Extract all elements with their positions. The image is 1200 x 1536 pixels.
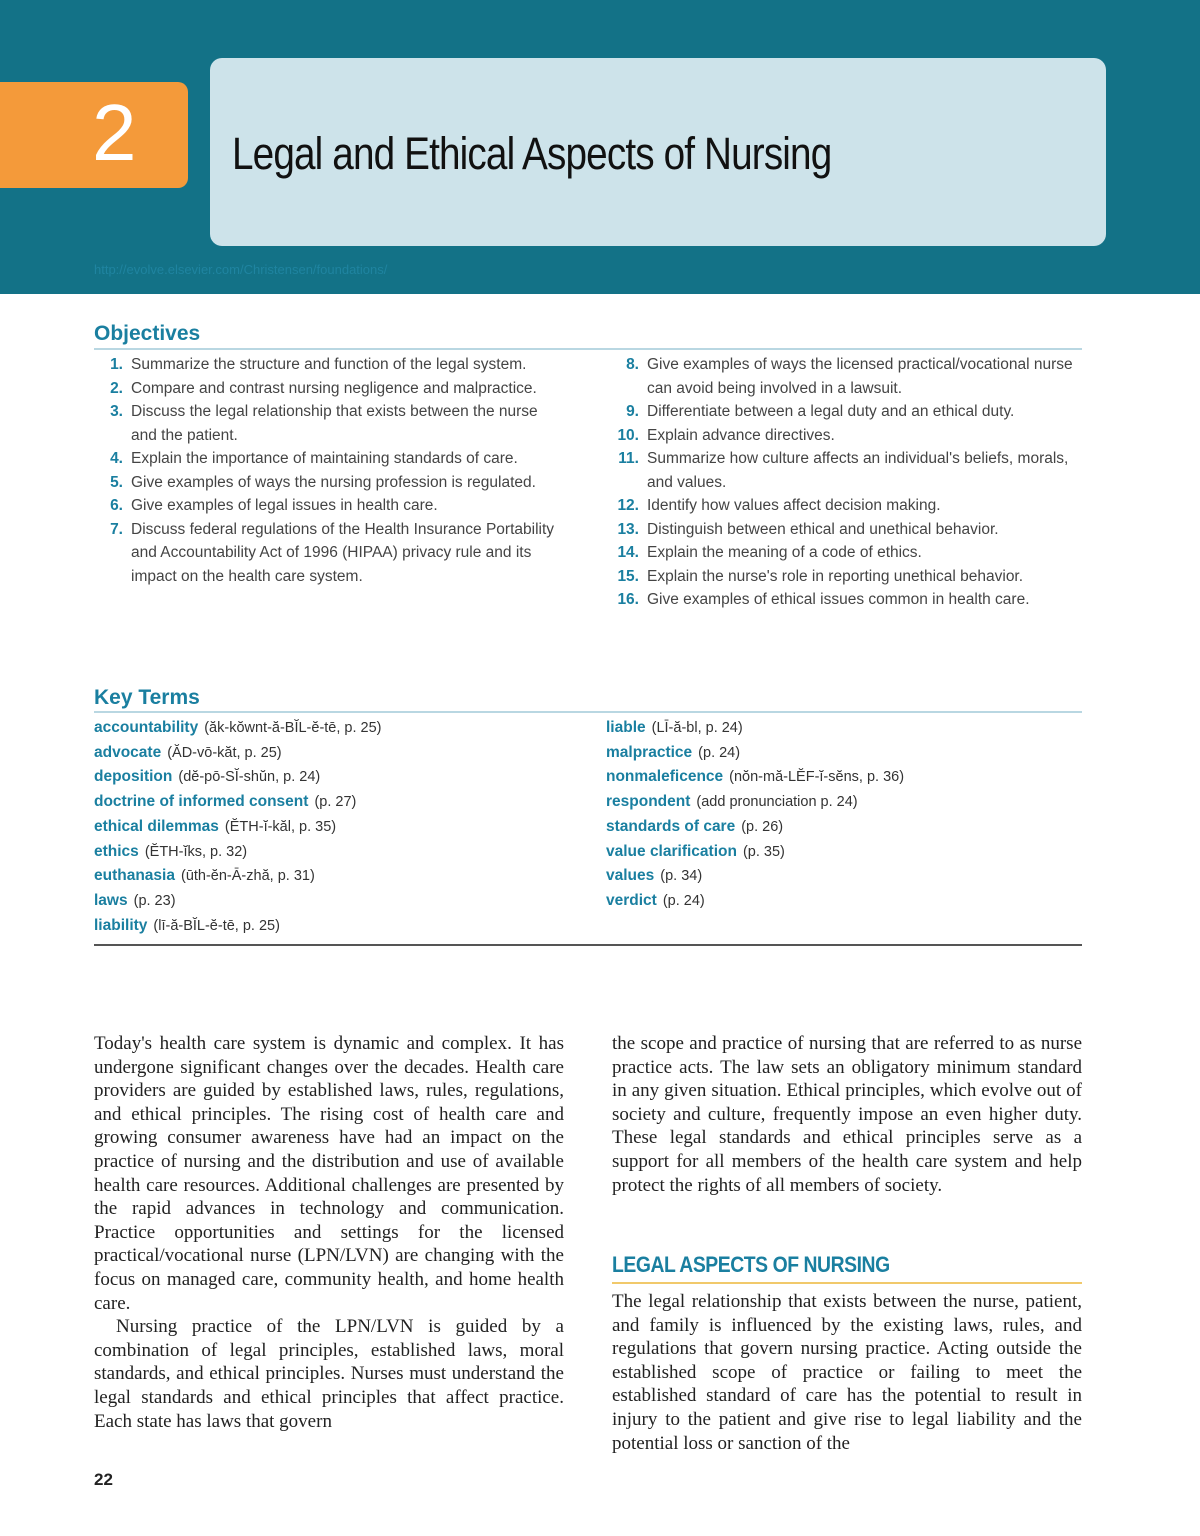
body-paragraph: The legal relationship that exists between the nurse, patient, and family is influenced by the existing laws, rules, and regulations that govern nursing practice. Acting outside the established scope of practice or failing to meet the established standard of care has the potential to result in injury to the patient and give rise to legal liability and the potential loss or sanction of the (612, 1291, 1082, 1454)
key-term-item (606, 840, 1086, 865)
objective-number: 10. (617, 426, 639, 444)
objective-item (96, 400, 566, 447)
body-paragraph: Nursing practice of the LPN/LVN is guided by a combination of legal principles, established laws, moral standards, and ethical principles. Nurses must understand the legal standards and ethical principles that affect practice. Each state has laws that govern (94, 1316, 564, 1432)
objective-number: 9. (626, 403, 639, 420)
objective-number: 5. (110, 473, 123, 491)
objective-item (96, 471, 566, 495)
objective-number: 8. (626, 356, 639, 373)
objective-text: Explain the meaning of a code of ethics. (647, 544, 922, 561)
key-term-pronunciation: (ĔTH-ĭ-kăl, p. 35) (224, 818, 337, 835)
objective-item (612, 588, 1082, 612)
key-term-pronunciation: (ĂD-vō-kăt, p. 25) (167, 744, 282, 761)
key-term-item (94, 741, 594, 766)
key-term-item (606, 741, 1086, 766)
objective-text: Summarize how culture affects an individual's beliefs, morals, and values. (647, 450, 1069, 491)
key-terms-rule (94, 711, 1082, 713)
key-terms-list-left (94, 716, 594, 938)
key-terms-heading: Key Terms (94, 686, 200, 709)
key-term-pronunciation: (LĪ-ă-bl, p. 24) (651, 720, 743, 736)
key-term[interactable]: laws (94, 891, 128, 909)
section-divider (94, 944, 1082, 946)
objective-number: 14. (617, 544, 639, 561)
objective-item (612, 424, 1082, 448)
objective-text: Compare and contrast nursing negligence and malpractice. (131, 379, 537, 397)
key-term[interactable]: ethics (94, 842, 139, 860)
key-term-item (94, 914, 594, 939)
objective-item (612, 541, 1082, 565)
body-paragraph: the scope and practice of nursing that are referred to as nurse practice acts. The law sets an obligatory minimum standard in any given situation. Ethical principles, which evolve out of society and culture, frequently impose an even higher duty. These legal standards and ethical principles serve as a support for all members of the health care system and help protect the rights of all members of society. (612, 1033, 1082, 1196)
chapter-number: 2 (92, 88, 137, 177)
objective-item (96, 377, 566, 401)
objective-number: 1. (110, 356, 123, 373)
key-term-pronunciation: (p. 34) (660, 868, 703, 885)
key-term[interactable]: doctrine of informed consent (94, 793, 309, 811)
key-term[interactable]: advocate (94, 743, 162, 761)
body-column-left (94, 1032, 564, 1433)
objective-number: 11. (618, 450, 639, 467)
objective-item (612, 494, 1082, 518)
key-term-pronunciation: (p. 27) (314, 794, 357, 811)
key-term[interactable]: value clarification (606, 842, 737, 860)
chapter-number-box (0, 82, 188, 188)
objective-text: Explain the nurse's role in reporting unethical behavior. (647, 567, 1024, 585)
key-term[interactable]: liability (94, 916, 148, 934)
objective-number: 16. (617, 591, 639, 608)
objective-item (96, 494, 566, 518)
key-term[interactable]: accountability (94, 719, 199, 736)
objective-number: 7. (110, 520, 123, 538)
key-term-item (94, 864, 594, 889)
objective-number: 15. (617, 567, 639, 585)
key-term[interactable]: standards of care (606, 817, 736, 835)
key-term-pronunciation: (lī-ă-BĬL-ĕ-tē, p. 25) (153, 917, 280, 934)
objective-text: Discuss the legal relationship that exists between the nurse and the patient. (131, 403, 538, 444)
objective-item (612, 565, 1082, 589)
objective-item (96, 518, 566, 589)
objective-item (96, 447, 566, 471)
objective-number: 6. (110, 497, 123, 514)
objective-text: Give examples of legal issues in health care. (131, 497, 438, 514)
key-term[interactable]: euthanasia (94, 867, 175, 885)
objective-text: Discuss federal regulations of the Health Insurance Portability and Accountability Act of 1996 (HIPAA) privacy rule and its impact on the health care system. (131, 520, 555, 585)
evolve-link[interactable]: http://evolve.elsevier.com/Christensen/foundations/ (94, 262, 388, 277)
objective-text: Identify how values affect decision making. (647, 497, 941, 514)
objective-item (612, 518, 1082, 542)
key-term-pronunciation: (ūth-ĕn-Ā-zhă, p. 31) (180, 868, 315, 885)
key-term-item (606, 765, 1086, 790)
key-term-item (94, 889, 594, 914)
objective-item (612, 353, 1082, 400)
key-term-pronunciation: (p. 24) (698, 744, 741, 761)
objective-text: Summarize the structure and function of the legal system. (131, 356, 527, 373)
body-column-right (612, 1032, 1082, 1197)
body-paragraph: Today's health care system is dynamic and complex. It has undergone significant changes over the decades. Health care providers are guided by established laws, rules, regulations, and ethical principles. The rising cost of health care and growing consumer awareness have had an impact on the practice of nursing and the distribution and use of available health care resources. Additional challenges are presented by the rapid advances in technology and communication. Practice opportunities and settings for the licensed practical/vocational nurse (LPN/LVN) are changing with the focus on managed care, community health, and home health care. (94, 1033, 564, 1314)
key-term-item (606, 889, 1086, 914)
objective-item (612, 400, 1082, 424)
key-term[interactable]: values (606, 867, 655, 885)
key-term[interactable]: verdict (606, 891, 657, 909)
key-term-item (94, 716, 594, 741)
objective-number: 2. (110, 379, 123, 397)
key-term-pronunciation: (ăk-kŏwnt-ă-BĬL-ĕ-tē, p. 25) (204, 720, 382, 736)
key-term-pronunciation: (p. 35) (742, 843, 785, 860)
objective-number: 4. (110, 450, 123, 467)
objectives-list-right (612, 353, 1082, 612)
key-term-pronunciation: (ĔTH-ĭks, p. 32) (144, 843, 248, 860)
key-term[interactable]: deposition (94, 768, 173, 786)
objectives-list-left (96, 353, 566, 588)
objective-text: Explain the importance of maintaining standards of care. (131, 450, 518, 467)
objective-number: 12. (617, 497, 639, 514)
legal-heading-rule (612, 1282, 1082, 1284)
objective-text: Give examples of ways the nursing profession is regulated. (131, 473, 536, 491)
legal-aspects-heading: LEGAL ASPECTS OF NURSING (612, 1252, 890, 1277)
objective-text: Distinguish between ethical and unethical behavior. (647, 520, 999, 538)
objective-item (612, 447, 1082, 494)
key-terms-list-right (606, 716, 1086, 914)
objective-text: Give examples of ethical issues common in health care. (647, 591, 1030, 608)
body-column-right-2 (612, 1290, 1082, 1455)
key-term-item (94, 790, 594, 815)
key-term-pronunciation: (p. 24) (662, 892, 705, 909)
key-term-pronunciation: (dĕ-pō-SĬ-shŭn, p. 24) (178, 769, 321, 786)
objective-text: Differentiate between a legal duty and an ethical duty. (647, 403, 1015, 420)
key-term-pronunciation: (p. 23) (133, 892, 176, 909)
key-term-pronunciation: (add pronunciation p. 24) (696, 794, 858, 811)
key-term[interactable]: ethical dilemmas (94, 817, 219, 835)
key-term[interactable]: malpractice (606, 743, 693, 761)
key-term-item (94, 840, 594, 865)
key-term-item (606, 790, 1086, 815)
objective-item (96, 353, 566, 377)
objective-number: 13. (617, 520, 639, 538)
objective-text: Explain advance directives. (647, 426, 835, 444)
key-term-pronunciation: (nŏn-mă-LĔF-ĭ-sĕns, p. 36) (729, 769, 905, 786)
key-term-item (94, 765, 594, 790)
key-term-item (606, 716, 1086, 741)
key-term-item (606, 864, 1086, 889)
key-term-item (606, 815, 1086, 840)
key-term[interactable]: liable (606, 719, 646, 736)
page-number: 22 (94, 1470, 113, 1489)
objectives-rule (94, 348, 1082, 350)
chapter-title: Legal and Ethical Aspects of Nursing (232, 128, 832, 179)
chapter-title-box (210, 58, 1106, 246)
objectives-heading: Objectives (94, 322, 201, 345)
key-term-pronunciation: (p. 26) (741, 818, 784, 835)
objective-text: Give examples of ways the licensed practical/vocational nurse can avoid being involved in a lawsuit. (647, 356, 1073, 397)
chapter-banner (0, 0, 1200, 294)
key-term[interactable]: respondent (606, 793, 691, 811)
key-term-item (94, 815, 594, 840)
objective-number: 3. (110, 403, 123, 420)
key-term[interactable]: nonmaleficence (606, 768, 724, 786)
